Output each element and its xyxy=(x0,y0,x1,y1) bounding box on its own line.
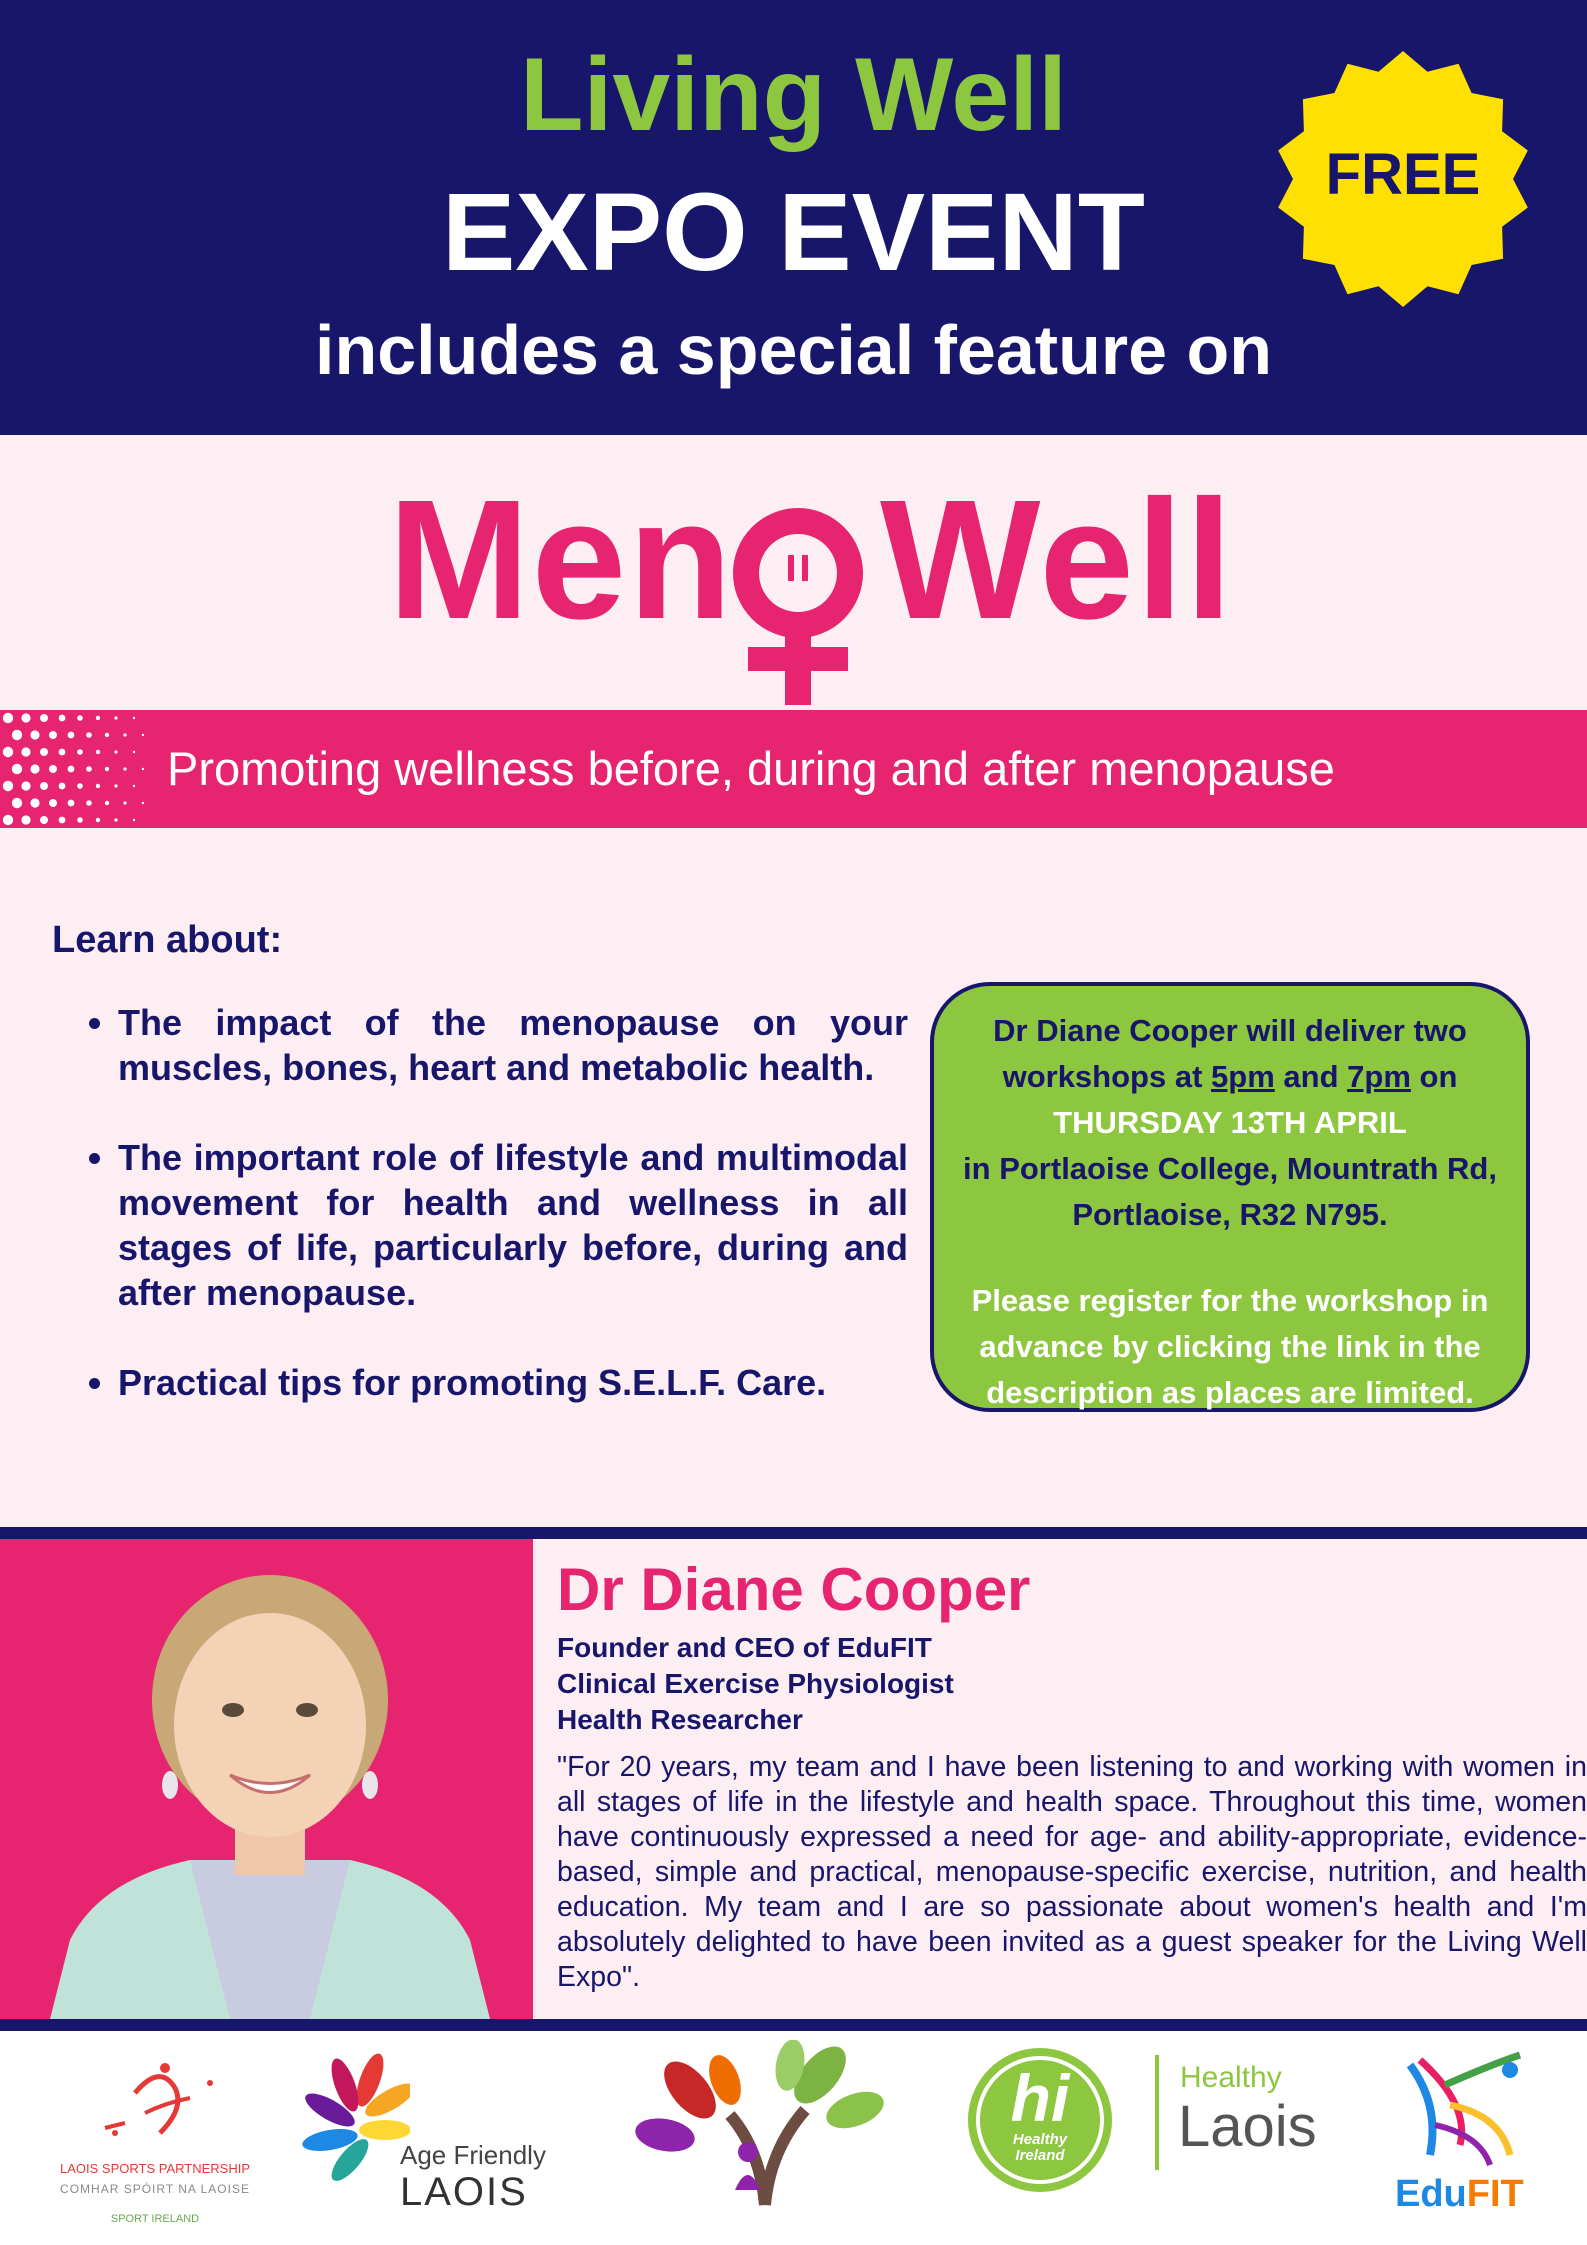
pattern-dot xyxy=(49,765,57,773)
laois-sports-partnership-logo-icon xyxy=(65,2053,245,2153)
pattern-dot xyxy=(30,730,39,739)
free-badge-label: FREE xyxy=(1325,142,1481,207)
pattern-dot xyxy=(86,732,92,738)
pattern-dot xyxy=(105,733,109,737)
age-friendly-flower-icon xyxy=(300,2050,410,2190)
edufit-wordmark: EduFIT xyxy=(1395,2173,1524,2215)
pattern-dot xyxy=(49,731,57,739)
pattern-dot xyxy=(105,801,109,805)
speaker-roles xyxy=(557,1630,954,1738)
workshop-time-1: 5pm xyxy=(1211,1059,1275,1094)
pattern-dot xyxy=(21,747,30,756)
learn-about-list xyxy=(78,1000,908,1450)
speaker-quote: "For 20 years, my team and I have been listening to and working with women in all stages of life in the lifestyle and health space. Throughout this time, women have continuously expressed a need for age- and ability-appropriate, evidence-based, simple and practical, menopause-specific exercise, nutrition, and health education. My team and I are so passionate about women's health and I'm absolutely delighted to have been invited as a guest speaker for the Living Well Expo". xyxy=(557,1751,1587,1993)
register-note: Please register for the workshop in advance by clicking the link in the description as places are limited. xyxy=(971,1283,1489,1410)
healthy-laois-name: Laois xyxy=(1178,2094,1317,2159)
pattern-dot xyxy=(114,750,117,753)
pattern-dot xyxy=(96,716,100,720)
title-expo-event: EXPO EVENT xyxy=(442,171,1145,294)
pattern-dot xyxy=(40,748,48,756)
pattern-dot xyxy=(12,730,22,740)
venus-symbol-icon xyxy=(718,505,878,705)
learn-item: • The impact of the menopause on your muscles, bones, heart and metabolic health. xyxy=(118,1000,908,1090)
pattern-dot xyxy=(40,816,48,824)
pattern-dot xyxy=(96,750,100,754)
title-living-well: Living Well xyxy=(519,37,1067,153)
speaker-divider-bottom xyxy=(0,2019,1587,2031)
pattern-dot xyxy=(133,819,135,821)
healthy-laois-label: Healthy xyxy=(1180,2061,1282,2094)
title-subtitle: includes a special feature on xyxy=(315,311,1272,389)
pattern-dot xyxy=(142,734,144,736)
speaker-divider-top xyxy=(0,1527,1587,1539)
pattern-dot xyxy=(68,800,75,807)
laois-sports-partnership-irish-name: COMHAR SPÓIRT NA LAOISE xyxy=(60,2182,250,2196)
pattern-dot xyxy=(77,817,83,823)
learn-about-heading: Learn about: xyxy=(52,919,283,961)
pattern-dot xyxy=(123,733,126,736)
pattern-dot xyxy=(40,714,48,722)
laois-sports-partnership-name: LAOIS SPORTS PARTNERSHIP xyxy=(60,2161,250,2176)
healthy-laois-divider xyxy=(1155,2055,1159,2170)
pattern-dot xyxy=(68,732,75,739)
pattern-dot xyxy=(3,781,13,791)
pattern-dot xyxy=(59,749,66,756)
pattern-dot xyxy=(59,715,66,722)
speaker-role: Health Researcher xyxy=(557,1704,803,1735)
pattern-dot xyxy=(21,781,30,790)
pattern-dot xyxy=(59,817,66,824)
pattern-dot xyxy=(49,799,57,807)
pattern-dot xyxy=(96,818,100,822)
pattern-dot xyxy=(77,749,83,755)
pattern-dot xyxy=(123,767,126,770)
pattern-dot xyxy=(133,785,135,787)
workshop-info-box xyxy=(930,982,1530,1412)
speaker-name: Dr Diane Cooper xyxy=(557,1556,1031,1623)
sport-ireland-label: SPORT IRELAND xyxy=(110,2213,200,2225)
healthy-ireland-hi: hi xyxy=(1010,2061,1070,2135)
workshop-time-2: 7pm xyxy=(1347,1059,1411,1094)
pattern-dot xyxy=(21,815,30,824)
pattern-dot xyxy=(133,751,135,753)
speaker-role: Founder and CEO of EduFIT xyxy=(557,1632,932,1663)
pattern-dot xyxy=(77,783,83,789)
pattern-dot xyxy=(114,784,117,787)
learn-item: • Practical tips for promoting S.E.L.F. Care. xyxy=(118,1360,908,1405)
pattern-dot xyxy=(105,767,109,771)
pattern-dot xyxy=(68,766,75,773)
pattern-dot xyxy=(142,802,144,804)
pattern-dot xyxy=(3,747,13,757)
healthy-ireland-sub1: Healthy xyxy=(1012,2131,1068,2148)
pattern-dot xyxy=(59,783,66,790)
pattern-dot xyxy=(3,713,13,723)
pattern-dot xyxy=(133,717,135,719)
pattern-dot xyxy=(77,715,83,721)
speaker-role: Clinical Exercise Physiologist xyxy=(557,1668,954,1699)
learn-item: • The important role of lifestyle and multimodal movement for health and wellness in all stages of life, particularly before, during and after menopause. xyxy=(118,1135,908,1315)
pattern-dot xyxy=(114,818,117,821)
edufit-figure-icon xyxy=(1390,2045,1540,2175)
pattern-dot xyxy=(30,764,39,773)
tagline: Promoting wellness before, during and after menopause xyxy=(167,742,1335,795)
pattern-dot xyxy=(114,716,117,719)
pattern-dot xyxy=(21,713,30,722)
menowell-logo-well: Well xyxy=(880,465,1235,655)
dot-pattern-decoration xyxy=(0,710,150,828)
pattern-dot xyxy=(40,782,48,790)
pattern-dot xyxy=(30,798,39,807)
pattern-dot xyxy=(3,815,13,825)
healthy-ireland-sub2: Ireland xyxy=(1015,2147,1065,2164)
pattern-dot xyxy=(142,768,144,770)
workshop-venue: in Portlaoise College, Mountrath Rd, Portlaoise, R32 N795. xyxy=(963,1151,1497,1232)
menowell-logo-men: Men xyxy=(388,465,734,655)
pattern-dot xyxy=(12,798,22,808)
age-friendly-laois-label: LAOIS xyxy=(400,2170,528,2214)
pattern-dot xyxy=(86,800,92,806)
pattern-dot xyxy=(96,784,100,788)
speaker-photo xyxy=(30,1560,510,2019)
age-friendly-label: Age Friendly xyxy=(400,2140,546,2170)
workshop-times: Dr Diane Cooper will deliver two workshops at 5pm and 7pm on xyxy=(993,1013,1467,1094)
pattern-dot xyxy=(86,766,92,772)
pattern-dot xyxy=(123,801,126,804)
workshop-date: THURSDAY 13TH APRIL xyxy=(1053,1105,1407,1140)
pattern-dot xyxy=(12,764,22,774)
tree-logo-icon xyxy=(630,2040,900,2210)
